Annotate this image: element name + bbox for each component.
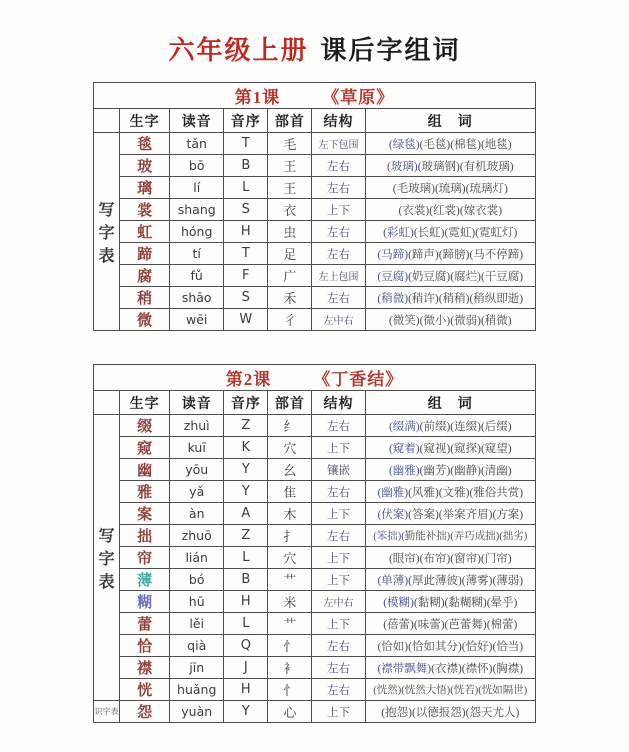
column-header: 生字 [120, 391, 170, 415]
lesson-table [93, 364, 536, 723]
word-group: (马不停蹄) [469, 248, 524, 261]
table-row [94, 635, 536, 657]
initial-cell: B [224, 155, 268, 177]
initial-cell: L [224, 547, 268, 569]
radical-cell: 忄 [268, 679, 312, 701]
word-group: (有机玻璃) [459, 160, 514, 173]
side-label-text [94, 523, 119, 592]
word-group: (微笑) [388, 314, 420, 327]
structure-cell: 左右 [312, 525, 365, 547]
structure-cell: 左下包围 [312, 133, 365, 155]
word-group: (红裳) [429, 204, 460, 217]
word-group: (答案) [408, 508, 439, 521]
word-group: (襟带飘舞) [377, 662, 432, 675]
pinyin-cell: huǎng [170, 679, 224, 701]
structure-cell: 左右 [312, 221, 365, 243]
table-row [94, 155, 536, 177]
word-group: (恍如隔世) [478, 685, 528, 696]
structure-cell: 左右 [312, 679, 365, 701]
word-group: (恍然大悟) [401, 685, 451, 696]
word-group: (眼帘) [388, 552, 420, 565]
radical-cell: 广 [268, 265, 312, 287]
word-group: (方案) [492, 508, 524, 521]
words-cell [365, 243, 535, 265]
structure-cell: 上下 [312, 437, 365, 459]
word-group: (芭蕾舞) [444, 618, 487, 631]
side-label-secondary: 识字表 [94, 701, 120, 723]
word-group: (稍微) [377, 292, 409, 305]
char-cell: 裳 [120, 199, 170, 221]
radical-cell: 木 [268, 503, 312, 525]
char-cell: 玻 [120, 155, 170, 177]
words-cell [365, 155, 535, 177]
initial-cell: T [224, 133, 268, 155]
radical-cell: 足 [268, 243, 312, 265]
structure-cell: 上下 [312, 199, 365, 221]
lesson-header-row [94, 365, 536, 391]
initial-cell: S [224, 287, 268, 309]
word-group: (抱怨) [381, 706, 412, 719]
table-row [94, 459, 536, 481]
pinyin-cell: hū [170, 591, 224, 613]
char-cell: 蕾 [120, 613, 170, 635]
initial-cell: Z [224, 415, 268, 437]
char-cell: 窥 [120, 437, 170, 459]
structure-cell: 左右 [312, 415, 365, 437]
word-group: (味蕾) [413, 618, 445, 631]
words-cell [365, 547, 535, 569]
table-row [94, 177, 536, 199]
radical-cell: 王 [268, 155, 312, 177]
char-cell: 雅 [120, 481, 170, 503]
word-group: (微弱) [450, 314, 481, 327]
side-label-char: 表 [98, 574, 115, 591]
word-group: (豆腐) [377, 270, 409, 283]
word-group: (晕乎) [486, 596, 518, 609]
pinyin-cell: lěi [170, 613, 224, 635]
word-group: (单薄) [377, 574, 409, 587]
side-label-char: 写 [98, 528, 115, 545]
word-group: (嫁衣裳) [459, 204, 503, 217]
words-cell [365, 481, 535, 503]
word-group: (窥探) [450, 442, 481, 455]
word-group: (恰如) [377, 640, 409, 653]
initial-cell: T [224, 243, 268, 265]
initial-cell: L [224, 177, 268, 199]
pinyin-cell: jīn [170, 657, 224, 679]
radical-cell: 米 [268, 591, 312, 613]
structure-cell: 左右 [312, 657, 365, 679]
initial-cell: L [224, 613, 268, 635]
word-group: (霓虹灯) [475, 226, 518, 239]
word-group: (霓虹) [444, 226, 476, 239]
word-group: (伏案) [377, 508, 409, 521]
char-cell: 虹 [120, 221, 170, 243]
radical-cell: 穴 [268, 437, 312, 459]
word-group: (薄雾) [461, 574, 493, 587]
pinyin-cell: yǎ [170, 481, 224, 503]
table-row [94, 415, 536, 437]
column-header: 读音 [170, 109, 224, 133]
radical-cell: 忄 [268, 635, 312, 657]
radical-cell: 扌 [268, 525, 312, 547]
word-group: (笨拙) [373, 531, 402, 542]
structure-cell: 左右 [312, 155, 365, 177]
column-header: 生字 [120, 109, 170, 133]
column-header-row [94, 109, 536, 133]
structure-cell: 上下 [312, 503, 365, 525]
table-row [94, 657, 536, 679]
side-label-char: 表 [98, 248, 115, 265]
words-cell [365, 503, 535, 525]
words-cell [365, 265, 535, 287]
word-group: (彩虹) [383, 226, 414, 239]
word-group: (衣襟) [431, 662, 462, 675]
initial-cell: K [224, 437, 268, 459]
char-cell: 腐 [120, 265, 170, 287]
word-group: (玻璃钢) [417, 160, 460, 173]
column-header: 结构 [312, 391, 365, 415]
pinyin-cell: shāo [170, 287, 224, 309]
initial-cell: Y [224, 481, 268, 503]
structure-cell: 左右 [312, 635, 365, 657]
word-group: (以德报怨) [411, 706, 466, 719]
table-row [94, 309, 536, 331]
word-group: (微小) [419, 314, 451, 327]
char-cell: 蹄 [120, 243, 170, 265]
pinyin-cell: wēi [170, 309, 224, 331]
words-cell [365, 309, 535, 331]
char-cell: 缀 [120, 415, 170, 437]
words-cell [365, 701, 535, 723]
table-row [94, 265, 536, 287]
structure-cell: 左中右 [312, 591, 365, 613]
word-group: (干豆腐) [480, 270, 524, 283]
word-group: (马蹄) [377, 248, 409, 261]
structure-cell: 镶嵌 [312, 459, 365, 481]
word-group: (厚此薄彼) [408, 574, 462, 587]
column-header: 音序 [224, 109, 268, 133]
radical-cell: 虫 [268, 221, 312, 243]
structure-cell: 上下 [312, 569, 365, 591]
lesson-header-row [94, 83, 536, 109]
word-group: (稍许) [408, 292, 439, 305]
structure-cell: 左右 [312, 287, 365, 309]
word-group: (绿毯) [388, 138, 420, 151]
word-group: (毛玻璃) [392, 182, 435, 195]
char-cell: 幽 [120, 459, 170, 481]
structure-cell: 上下 [312, 701, 365, 723]
words-cell [365, 459, 535, 481]
structure-cell: 左右 [312, 177, 365, 199]
char-cell: 璃 [120, 177, 170, 199]
word-group: (琉璃灯) [465, 182, 508, 195]
char-cell: 微 [120, 309, 170, 331]
word-group: (前缀) [419, 420, 451, 433]
char-cell: 帘 [120, 547, 170, 569]
radical-cell: 禾 [268, 287, 312, 309]
word-group: (雅俗共赏) [469, 486, 524, 499]
pinyin-cell: yōu [170, 459, 224, 481]
table-row [94, 569, 536, 591]
char-cell: 怨 [120, 701, 170, 723]
pinyin-cell: lián [170, 547, 224, 569]
char-cell: 恰 [120, 635, 170, 657]
lesson-table [93, 82, 536, 331]
side-label-text [94, 197, 119, 266]
side-column-header [94, 109, 120, 133]
lesson-number: 第1课 [234, 88, 281, 107]
initial-cell: A [224, 503, 268, 525]
column-header: 音序 [224, 391, 268, 415]
initial-cell: F [224, 265, 268, 287]
table-row [94, 591, 536, 613]
word-group: (薄弱) [492, 574, 524, 587]
radical-cell: 穴 [268, 547, 312, 569]
words-cell [365, 177, 535, 199]
pinyin-cell: qià [170, 635, 224, 657]
table-row [94, 437, 536, 459]
word-group: (文雅) [438, 486, 470, 499]
pinyin-cell: zhuō [170, 525, 224, 547]
words-cell [365, 613, 535, 635]
word-group: (恰当) [492, 640, 524, 653]
initial-cell: Q [224, 635, 268, 657]
lesson-title-text [226, 370, 404, 389]
structure-cell: 左中右 [312, 309, 365, 331]
word-group: (恍然) [373, 685, 402, 696]
words-cell [365, 437, 535, 459]
pinyin-cell: bó [170, 569, 224, 591]
word-group: (稍稍) [438, 292, 470, 305]
title-topic: 课后字组词 [320, 35, 461, 65]
char-cell: 薄 [120, 569, 170, 591]
column-header: 组 词 [365, 391, 535, 415]
table-row [94, 221, 536, 243]
word-group: (蓓蕾) [383, 618, 414, 631]
word-group: (举案齐眉) [438, 508, 493, 521]
lesson-book-title: 《丁香结》 [313, 370, 404, 389]
word-group: (毛毯) [419, 138, 451, 151]
table-row [94, 613, 536, 635]
word-group: (布帘) [419, 552, 451, 565]
word-group: (缀满) [388, 420, 420, 433]
word-group: (弄巧成拙) [450, 531, 500, 542]
pinyin-cell: bō [170, 155, 224, 177]
word-group: (黏糊糊) [444, 596, 487, 609]
word-group: (地毯) [480, 138, 512, 151]
word-group: (幽雅) [388, 464, 420, 477]
words-cell [365, 591, 535, 613]
char-cell: 襟 [120, 657, 170, 679]
column-header-row [94, 391, 536, 415]
column-header: 结构 [312, 109, 365, 133]
word-group: (琉璃) [434, 182, 466, 195]
word-group: (怨天尤人) [465, 706, 520, 719]
word-group: (蹄膀) [438, 248, 470, 261]
structure-cell: 左上包围 [312, 265, 365, 287]
column-header: 组 词 [365, 109, 535, 133]
initial-cell: H [224, 591, 268, 613]
structure-cell: 上下 [312, 613, 365, 635]
word-group: (清幽) [480, 464, 512, 477]
side-label [94, 133, 120, 331]
word-group: (风雅) [408, 486, 439, 499]
word-group: (玻璃) [387, 160, 418, 173]
pinyin-cell: yuàn [170, 701, 224, 723]
word-group: (腐烂) [450, 270, 481, 283]
words-cell [365, 415, 535, 437]
lesson-title [94, 83, 536, 109]
word-group: (幽静) [450, 464, 481, 477]
word-group: (窥视) [419, 442, 451, 455]
pinyin-cell: zhuì [170, 415, 224, 437]
initial-cell: Y [224, 459, 268, 481]
pinyin-cell: hóng [170, 221, 224, 243]
column-header: 读音 [170, 391, 224, 415]
initial-cell: S [224, 199, 268, 221]
radical-cell: 心 [268, 701, 312, 723]
lesson-title [94, 365, 536, 391]
initial-cell: H [224, 679, 268, 701]
word-group: (衣裳) [398, 204, 430, 217]
words-cell [365, 657, 535, 679]
word-group: (幽芳) [419, 464, 451, 477]
table-row [94, 133, 536, 155]
word-group: (蹄声) [408, 248, 439, 261]
word-group: (幽雅) [377, 486, 409, 499]
word-group: (黏糊) [413, 596, 445, 609]
word-group: (胸襟) [492, 662, 524, 675]
radical-cell: 隹 [268, 481, 312, 503]
radical-cell: 衣 [268, 199, 312, 221]
initial-cell: H [224, 221, 268, 243]
radical-cell: 毛 [268, 133, 312, 155]
table-row [94, 199, 536, 221]
page-title [0, 0, 629, 67]
pinyin-cell: tǎn [170, 133, 224, 155]
title-grade: 六年级上册 [168, 35, 309, 65]
radical-cell: 幺 [268, 459, 312, 481]
table-row [94, 503, 536, 525]
tables-container [93, 82, 536, 723]
words-cell [365, 199, 535, 221]
lesson-number: 第2课 [225, 370, 272, 389]
word-group: (门帘) [480, 552, 512, 565]
radical-cell: 衤 [268, 657, 312, 679]
side-label-char: 写 [98, 202, 115, 219]
word-group: (恰好) [461, 640, 493, 653]
word-group: (恰如其分) [408, 640, 462, 653]
side-label [94, 415, 120, 701]
char-cell: 稍 [120, 287, 170, 309]
initial-cell: Y [224, 701, 268, 723]
column-header: 部首 [268, 109, 312, 133]
word-group: (勤能补拙) [401, 531, 451, 542]
words-cell [365, 635, 535, 657]
word-group: (拙劣) [499, 531, 528, 542]
word-group: (连缀) [450, 420, 481, 433]
words-cell [365, 287, 535, 309]
initial-cell: B [224, 569, 268, 591]
words-cell [365, 221, 535, 243]
pinyin-cell: fǔ [170, 265, 224, 287]
radical-cell: 纟 [268, 415, 312, 437]
radical-cell: 艹 [268, 613, 312, 635]
radical-cell: 艹 [268, 569, 312, 591]
lesson-book-title: 《草原》 [322, 88, 395, 107]
table-row [94, 525, 536, 547]
words-cell [365, 133, 535, 155]
pinyin-cell: shang [170, 199, 224, 221]
word-group: (窗帘) [450, 552, 481, 565]
initial-cell: J [224, 657, 268, 679]
words-cell [365, 679, 535, 701]
char-cell: 恍 [120, 679, 170, 701]
word-group: (后缀) [480, 420, 512, 433]
initial-cell: W [224, 309, 268, 331]
word-group: (棉蕾) [486, 618, 518, 631]
radical-cell: 彳 [268, 309, 312, 331]
radical-cell: 王 [268, 177, 312, 199]
table-row [94, 547, 536, 569]
word-group: (恍若) [450, 685, 479, 696]
pinyin-cell: kuī [170, 437, 224, 459]
lesson-title-text [235, 88, 395, 107]
pinyin-cell: àn [170, 503, 224, 525]
side-label-char: 字 [98, 225, 115, 242]
word-group: (棉毯) [450, 138, 481, 151]
word-group: (稍纵即逝) [469, 292, 524, 305]
table-row [94, 287, 536, 309]
pinyin-cell: lí [170, 177, 224, 199]
char-cell: 毯 [120, 133, 170, 155]
structure-cell: 左右 [312, 481, 365, 503]
table-row [94, 243, 536, 265]
word-group: (襟怀) [461, 662, 493, 675]
word-group: (稍微) [480, 314, 512, 327]
initial-cell: Z [224, 525, 268, 547]
table-row [94, 701, 536, 723]
table-row [94, 679, 536, 701]
word-group: (长虹) [413, 226, 445, 239]
side-column-header [94, 391, 120, 415]
word-group: (奶豆腐) [408, 270, 451, 283]
word-group: (窥着) [388, 442, 420, 455]
word-group: (模糊) [383, 596, 414, 609]
char-cell: 案 [120, 503, 170, 525]
structure-cell: 左右 [312, 243, 365, 265]
char-cell: 拙 [120, 525, 170, 547]
pinyin-cell: tí [170, 243, 224, 265]
table-row [94, 481, 536, 503]
words-cell [365, 525, 535, 547]
word-group: (窥望) [480, 442, 512, 455]
side-label-char: 字 [98, 551, 115, 568]
column-header: 部首 [268, 391, 312, 415]
structure-cell: 上下 [312, 547, 365, 569]
char-cell: 糊 [120, 591, 170, 613]
words-cell [365, 569, 535, 591]
